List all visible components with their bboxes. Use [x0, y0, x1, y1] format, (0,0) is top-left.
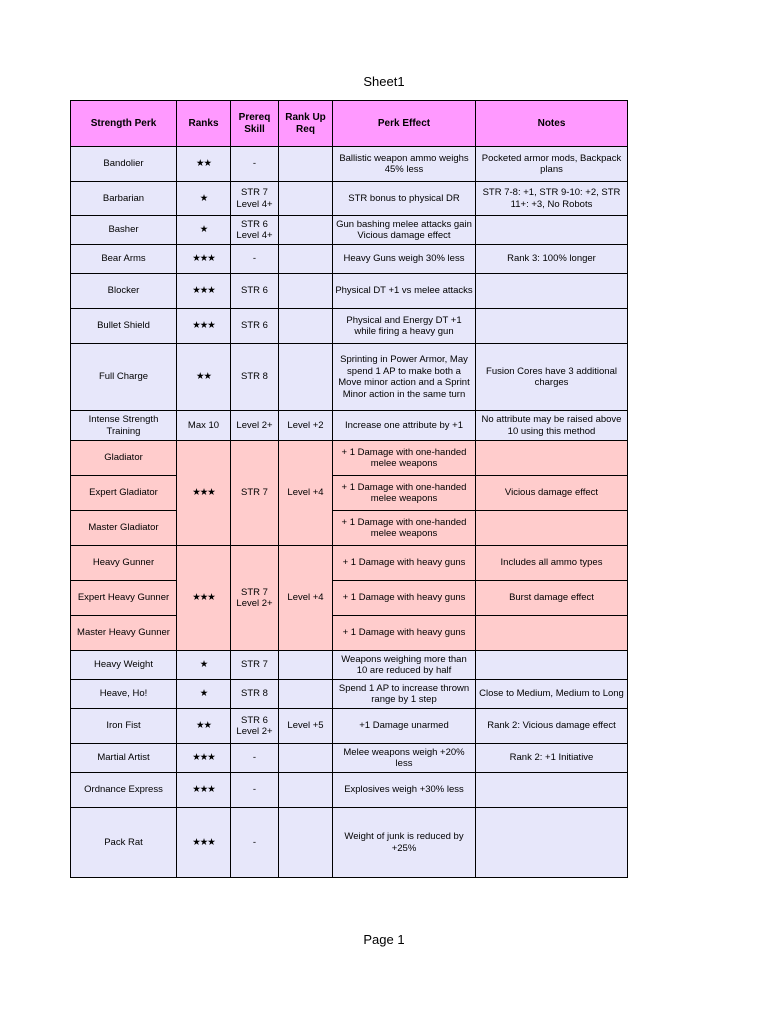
- rank-up-req: Level +4: [279, 441, 333, 546]
- rank-up-req: [279, 651, 333, 680]
- prereq-skill: -: [231, 245, 279, 274]
- perk-notes: STR 7-8: +1, STR 9-10: +2, STR 11+: +3, No Robots: [476, 182, 628, 216]
- perk-effect: + 1 Damage with one-handed melee weapons: [333, 476, 476, 511]
- prereq-skill: -: [231, 147, 279, 182]
- rank-stars: ★★★: [177, 309, 231, 344]
- perk-effect: Ballistic weapon ammo weighs 45% less: [333, 147, 476, 182]
- perk-effect: Increase one attribute by +1: [333, 411, 476, 441]
- rank-stars: ★★★: [177, 274, 231, 309]
- rank-up-req: [279, 744, 333, 773]
- table-row: [71, 245, 628, 274]
- sheet-title: Sheet1: [363, 74, 405, 89]
- rank-stars: ★: [177, 216, 231, 245]
- rank-stars: ★: [177, 651, 231, 680]
- table-row: [71, 680, 628, 709]
- perk-notes: Rank 2: Vicious damage effect: [476, 709, 628, 744]
- col-header-strength-perk: Strength Perk: [71, 101, 177, 147]
- rank-stars: ★★: [177, 344, 231, 411]
- perk-name: Full Charge: [71, 344, 177, 411]
- perk-effect: Weight of junk is reduced by +25%: [333, 808, 476, 878]
- prereq-skill: STR 6: [231, 309, 279, 344]
- perk-notes: [476, 309, 628, 344]
- table-row: [71, 476, 628, 511]
- rank-up-req: [279, 182, 333, 216]
- rank-stars: ★★★: [177, 441, 231, 546]
- rank-stars: ★★★: [177, 773, 231, 808]
- perk-name: Iron Fist: [71, 709, 177, 744]
- perk-effect: Heavy Guns weigh 30% less: [333, 245, 476, 274]
- rank-up-req: [279, 274, 333, 309]
- prereq-skill: -: [231, 808, 279, 878]
- rank-stars: ★★★: [177, 808, 231, 878]
- rank-up-req: [279, 216, 333, 245]
- perk-name: Ordnance Express: [71, 773, 177, 808]
- rank-up-req: [279, 773, 333, 808]
- prereq-skill: -: [231, 773, 279, 808]
- col-header-perk-effect: Perk Effect: [333, 101, 476, 147]
- perk-name: Bandolier: [71, 147, 177, 182]
- prereq-skill: STR 7: [231, 441, 279, 546]
- perk-notes: Burst damage effect: [476, 581, 628, 616]
- perk-name: Pack Rat: [71, 808, 177, 878]
- prereq-skill: STR 8: [231, 344, 279, 411]
- col-header-notes: Notes: [476, 101, 628, 147]
- table-row: [71, 808, 628, 878]
- table-row: [71, 216, 628, 245]
- perk-effect: Melee weapons weigh +20% less: [333, 744, 476, 773]
- perk-effect: + 1 Damage with one-handed melee weapons: [333, 441, 476, 476]
- perk-notes: Fusion Cores have 3 additional charges: [476, 344, 628, 411]
- perk-notes: [476, 808, 628, 878]
- perk-effect: STR bonus to physical DR: [333, 182, 476, 216]
- table-row: [71, 147, 628, 182]
- rank-up-req: [279, 808, 333, 878]
- perk-effect: Physical and Energy DT +1 while firing a heavy gun: [333, 309, 476, 344]
- perk-notes: [476, 441, 628, 476]
- rank-stars: ★★: [177, 147, 231, 182]
- perk-notes: Rank 3: 100% longer: [476, 245, 628, 274]
- perk-notes: Vicious damage effect: [476, 476, 628, 511]
- perk-name: Intense Strength Training: [71, 411, 177, 441]
- page-number: Page 1: [363, 932, 405, 947]
- perk-name: Basher: [71, 216, 177, 245]
- rank-stars: ★★★: [177, 245, 231, 274]
- prereq-skill: -: [231, 744, 279, 773]
- perk-name: Bullet Shield: [71, 309, 177, 344]
- rank-stars: ★: [177, 182, 231, 216]
- rank-stars: Max 10: [177, 411, 231, 441]
- perk-name: Heavy Gunner: [71, 546, 177, 581]
- col-header-prereq-skill: Prereq Skill: [231, 101, 279, 147]
- perk-notes: [476, 511, 628, 546]
- perk-name: Expert Heavy Gunner: [71, 581, 177, 616]
- table-header-row: [71, 101, 628, 147]
- prereq-skill: STR 7 Level 4+: [231, 182, 279, 216]
- perk-effect: +1 Damage unarmed: [333, 709, 476, 744]
- table-row: [71, 344, 628, 411]
- table-row: [71, 744, 628, 773]
- perk-effect: Gun bashing melee attacks gain Vicious damage effect: [333, 216, 476, 245]
- prereq-skill: STR 6 Level 4+: [231, 216, 279, 245]
- rank-stars: ★★★: [177, 744, 231, 773]
- rank-up-req: [279, 245, 333, 274]
- table-row: [71, 309, 628, 344]
- perk-name: Heavy Weight: [71, 651, 177, 680]
- prereq-skill: Level 2+: [231, 411, 279, 441]
- perk-name: Martial Artist: [71, 744, 177, 773]
- rank-up-req: Level +4: [279, 546, 333, 651]
- perk-effect: + 1 Damage with heavy guns: [333, 616, 476, 651]
- rank-stars: ★★★: [177, 546, 231, 651]
- perk-notes: [476, 274, 628, 309]
- perk-notes: Includes all ammo types: [476, 546, 628, 581]
- perk-effect: Spend 1 AP to increase thrown range by 1 step: [333, 680, 476, 709]
- table-row: [71, 511, 628, 546]
- perk-effect: + 1 Damage with one-handed melee weapons: [333, 511, 476, 546]
- strength-perks-table: [70, 100, 628, 878]
- perk-notes: Pocketed armor mods, Backpack plans: [476, 147, 628, 182]
- col-header-rank-up-req: Rank Up Req: [279, 101, 333, 147]
- perk-effect: Sprinting in Power Armor, May spend 1 AP to make both a Move minor action and a Sprint Minor action in the same turn: [333, 344, 476, 411]
- table-row: [71, 274, 628, 309]
- rank-up-req: [279, 309, 333, 344]
- table-row: [71, 546, 628, 581]
- perk-effect: + 1 Damage with heavy guns: [333, 581, 476, 616]
- rank-up-req: [279, 344, 333, 411]
- perk-effect: Explosives weigh +30% less: [333, 773, 476, 808]
- col-header-ranks: Ranks: [177, 101, 231, 147]
- table-row: [71, 773, 628, 808]
- rank-up-req: [279, 147, 333, 182]
- table-row: [71, 581, 628, 616]
- perk-effect: Physical DT +1 vs melee attacks: [333, 274, 476, 309]
- perk-notes: [476, 616, 628, 651]
- perk-notes: No attribute may be raised above 10 using this method: [476, 411, 628, 441]
- perk-name: Master Heavy Gunner: [71, 616, 177, 651]
- perk-effect: Weapons weighing more than 10 are reduced by half: [333, 651, 476, 680]
- perk-name: Gladiator: [71, 441, 177, 476]
- perk-notes: [476, 216, 628, 245]
- perk-name: Heave, Ho!: [71, 680, 177, 709]
- table-row: [71, 182, 628, 216]
- perk-name: Expert Gladiator: [71, 476, 177, 511]
- table-row: [71, 441, 628, 476]
- perk-notes: [476, 773, 628, 808]
- perk-name: Bear Arms: [71, 245, 177, 274]
- perk-notes: [476, 651, 628, 680]
- perk-notes: Close to Medium, Medium to Long: [476, 680, 628, 709]
- perk-effect: + 1 Damage with heavy guns: [333, 546, 476, 581]
- rank-up-req: Level +2: [279, 411, 333, 441]
- prereq-skill: STR 6 Level 2+: [231, 709, 279, 744]
- rank-stars: ★: [177, 680, 231, 709]
- table-row: [71, 709, 628, 744]
- perk-name: Barbarian: [71, 182, 177, 216]
- prereq-skill: STR 7: [231, 651, 279, 680]
- perk-notes: Rank 2: +1 Initiative: [476, 744, 628, 773]
- perk-name: Master Gladiator: [71, 511, 177, 546]
- table-row: [71, 411, 628, 441]
- rank-up-req: [279, 680, 333, 709]
- rank-up-req: Level +5: [279, 709, 333, 744]
- prereq-skill: STR 7 Level 2+: [231, 546, 279, 651]
- prereq-skill: STR 8: [231, 680, 279, 709]
- table-row: [71, 616, 628, 651]
- table-row: [71, 651, 628, 680]
- prereq-skill: STR 6: [231, 274, 279, 309]
- rank-stars: ★★: [177, 709, 231, 744]
- perk-name: Blocker: [71, 274, 177, 309]
